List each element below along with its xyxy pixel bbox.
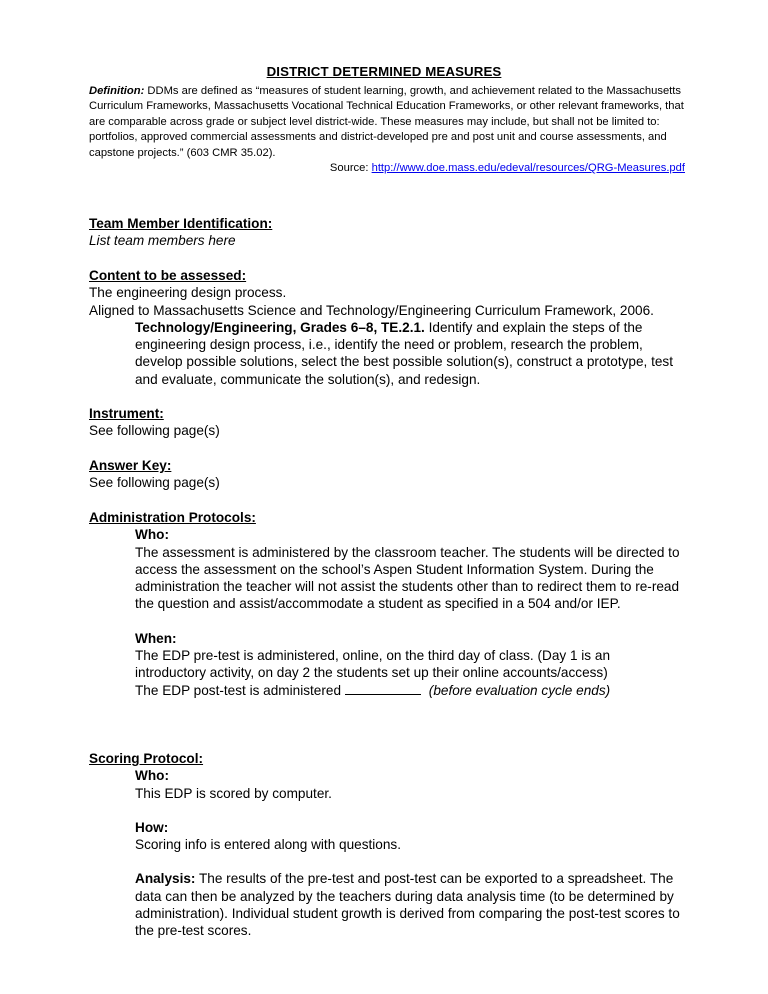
instrument-section — [89, 405, 689, 440]
scoring-analysis-block — [89, 870, 681, 939]
administration-section — [89, 509, 689, 699]
scoring-who-label: Who: — [135, 768, 169, 784]
content-line-2: Aligned to Massachusetts Science and Technology/Engineering Curriculum Framework, 2006. — [89, 302, 654, 318]
scoring-heading: Scoring Protocol: — [89, 751, 204, 766]
admin-when-note: (before evaluation cycle ends) — [428, 682, 611, 698]
scoring-how-text: Scoring info is entered along with questions. — [135, 837, 401, 853]
instrument-heading: Instrument: — [89, 406, 164, 421]
source-link[interactable]: http://www.doe.mass.edu/edeval/resources/QRG-Measures.pdf — [371, 162, 685, 174]
source-label: Source: — [329, 162, 369, 174]
post-test-date-blank[interactable] — [345, 683, 421, 695]
scoring-how-block — [89, 819, 681, 854]
answer-key-heading: Answer Key: — [89, 458, 172, 473]
admin-who-label: Who: — [135, 527, 169, 543]
scoring-who-block — [89, 767, 681, 802]
content-section — [89, 267, 689, 388]
admin-when-text-2: The EDP post-test is administered — [135, 682, 342, 698]
content-line-1: The engineering design process. — [89, 285, 287, 301]
scoring-analysis-paragraph — [135, 870, 681, 939]
admin-who-text: The assessment is administered by the classroom teacher. The students will be directed to access the assessment on the school’s Aspen Student Information System. During the administration the teacher will not assist the students other than to redirect them to re-read the question and assist/accommodate a student as specified in a 504 and/or IEP. — [135, 544, 680, 612]
scoring-who-text: This EDP is scored by computer. — [135, 785, 332, 801]
admin-heading: Administration Protocols: — [89, 510, 256, 525]
standard-label: Technology/Engineering, Grades 6–8, TE.2.1. — [135, 319, 425, 335]
admin-when-block — [89, 630, 681, 699]
admin-when-text-1: The EDP pre-test is administered, online, on the third day of class. (Day 1 is an introductory activity, on day 2 the students set up their online accounts/access) — [135, 648, 611, 681]
content-heading: Content to be assessed: — [89, 268, 247, 283]
instrument-text: See following page(s) — [89, 423, 220, 439]
content-standard — [89, 319, 681, 388]
source-line — [89, 161, 685, 176]
scoring-analysis-label: Analysis: — [135, 871, 196, 887]
admin-who-block — [89, 526, 681, 612]
definition-paragraph — [89, 84, 685, 161]
team-section — [89, 215, 689, 250]
scoring-section — [89, 750, 689, 940]
team-heading: Team Member Identification: — [89, 216, 273, 231]
definition-label: Definition: — [89, 85, 145, 97]
standard-text: Identify and explain the steps of the engineering design process, i.e., identify the need or problem, research the problem, develop possible solutions, select the best possible solution(s), construct a prototype, test and evaluate, communicate the solution(s), and redesign. — [135, 319, 674, 387]
team-text: List team members here — [89, 233, 236, 249]
document-title: DISTRICT DETERMINED MEASURES — [266, 64, 502, 79]
scoring-analysis-text: The results of the pre-test and post-test can be exported to a spreadsheet. The data can then be analyzed by the teachers during data analysis time (to be determined by administration). Individual student growth is derived from comparing the post-test scores to the pre-test scores. — [135, 871, 680, 939]
scoring-how-label: How: — [135, 819, 169, 835]
admin-when-line-2 — [135, 682, 681, 699]
answer-key-text: See following page(s) — [89, 475, 220, 491]
answer-key-section — [89, 457, 689, 492]
admin-when-label: When: — [135, 630, 177, 646]
definition-text: DDMs are defined as “measures of student learning, growth, and achievement related to the Massachusetts Curriculum Frameworks, Massachusetts Vocational Technical Education Frameworks, or other relevant frameworks, that are comparable across grade or subject level district-wide. These measures may include, but shall not be limited to: portfolios, approved commercial assessments and district-developed pre and post unit and course assessments, and capstone projects.” (603 CMR 35.02). — [89, 85, 684, 159]
